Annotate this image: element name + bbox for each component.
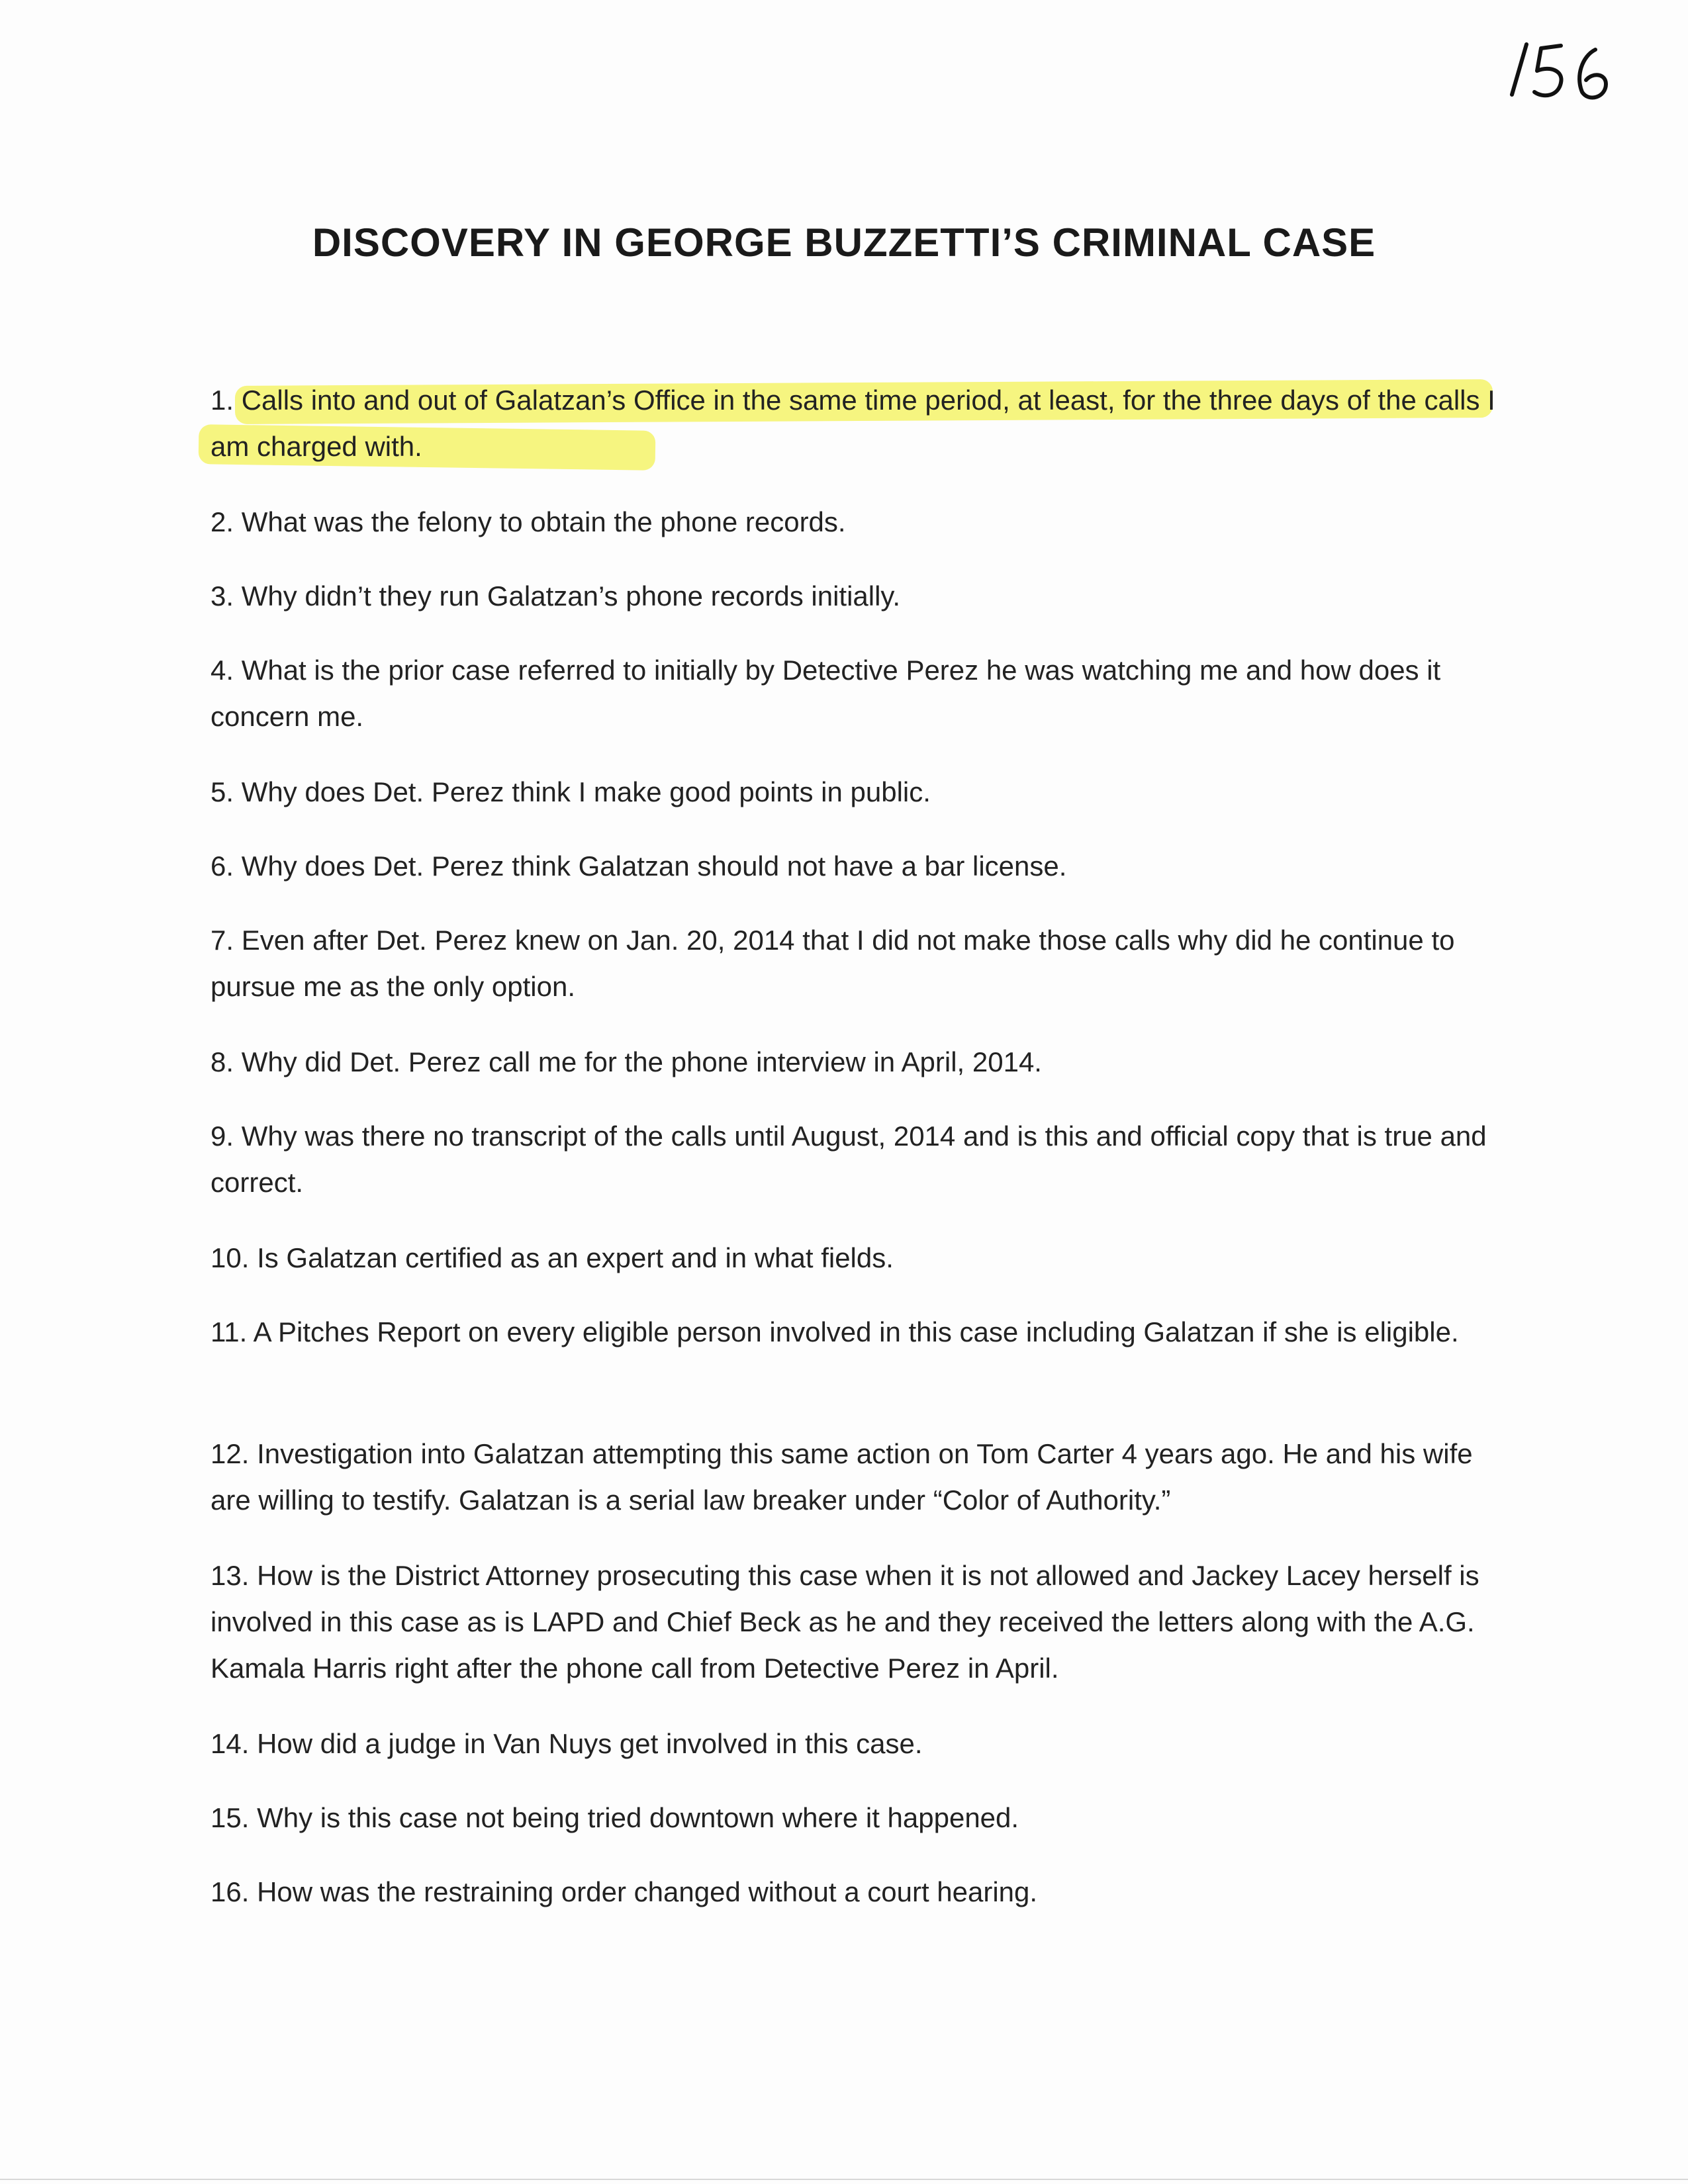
item-text: Investigation into Galatzan attempting this same action on Tom Carter 4 years ago. He and his wife are willing to testify. Galatzan is a serial law breaker under “Color of Authority.” (211, 1438, 1473, 1516)
list-item (211, 499, 1508, 545)
list-item (211, 647, 1508, 740)
list-item (211, 1721, 1508, 1767)
item-text: A Pitches Report on every eligible person involved in this case including Galatzan if she is eligible. (253, 1316, 1459, 1347)
document-title: DISCOVERY IN GEORGE BUZZETTI’S CRIMINAL CASE (312, 220, 1376, 265)
item-text: Why does Det. Perez think Galatzan should not have a bar license. (241, 850, 1067, 882)
item-text: Is Galatzan certified as an expert and in what fields. (257, 1242, 894, 1273)
item-text: Why didn’t they run Galatzan’s phone records initially. (241, 580, 900, 612)
item-text: What is the prior case referred to initially by Detective Perez he was watching me and how does it concern me. (211, 655, 1441, 732)
item-text: Why was there no transcript of the calls until August, 2014 and is this and official copy that is true and correct. (211, 1120, 1487, 1198)
item-text: Why does Det. Perez think I make good points in public. (241, 776, 931, 807)
item-number: 15. (211, 1802, 258, 1833)
item-number: 13. (211, 1560, 258, 1591)
item-number: 9. (211, 1120, 242, 1152)
item-text: How is the District Attorney prosecuting this case when it is not allowed and Jackey Lacey herself is involved in this case as is LAPD and Chief Beck as he and they received the letters along with the A.G. Kamala Harris right after the phone call from Detective Perez in April. (211, 1560, 1479, 1684)
list-item (211, 769, 1508, 815)
item-text: Why is this case not being tried downtown where it happened. (257, 1802, 1019, 1833)
item-number: 1. (211, 385, 242, 416)
item-number: 2. (211, 506, 242, 537)
item-number: 10. (211, 1242, 258, 1273)
item-text: Even after Det. Perez knew on Jan. 20, 2014 that I did not make those calls why did he continue to pursue me as the only option. (211, 925, 1455, 1002)
list-item (211, 1869, 1508, 1915)
list-item (211, 1431, 1508, 1524)
list-item (211, 377, 1508, 470)
item-text: How did a judge in Van Nuys get involved in this case. (257, 1728, 923, 1759)
list-item (211, 917, 1508, 1010)
handwritten-page-number (1489, 36, 1622, 109)
list-item (211, 1235, 1508, 1281)
item-text: Calls into and out of Galatzan’s Office in the same time period, at least, for the three days of the calls I am charged with. (211, 385, 1495, 462)
item-number: 7. (211, 925, 242, 956)
list-item (211, 1553, 1508, 1692)
list-item (211, 1113, 1508, 1206)
item-number: 5. (211, 776, 242, 807)
list-item (211, 1309, 1508, 1355)
item-number: 12. (211, 1438, 258, 1469)
scan-bottom-edge (0, 2179, 1688, 2180)
handwritten-page-number-drawing (1489, 36, 1622, 109)
item-number: 8. (211, 1046, 242, 1077)
list-item (211, 843, 1508, 889)
item-number: 3. (211, 580, 242, 612)
list-item (211, 573, 1508, 619)
item-text: What was the felony to obtain the phone records. (241, 506, 846, 537)
item-text: How was the restraining order changed without a court hearing. (257, 1876, 1038, 1907)
item-number: 4. (211, 655, 242, 686)
item-number: 11. (211, 1316, 254, 1347)
list-item (211, 1039, 1508, 1085)
item-number: 16. (211, 1876, 258, 1907)
list-item (211, 1795, 1508, 1841)
item-number: 14. (211, 1728, 258, 1759)
item-text: Why did Det. Perez call me for the phone interview in April, 2014. (241, 1046, 1042, 1077)
item-number: 6. (211, 850, 242, 882)
